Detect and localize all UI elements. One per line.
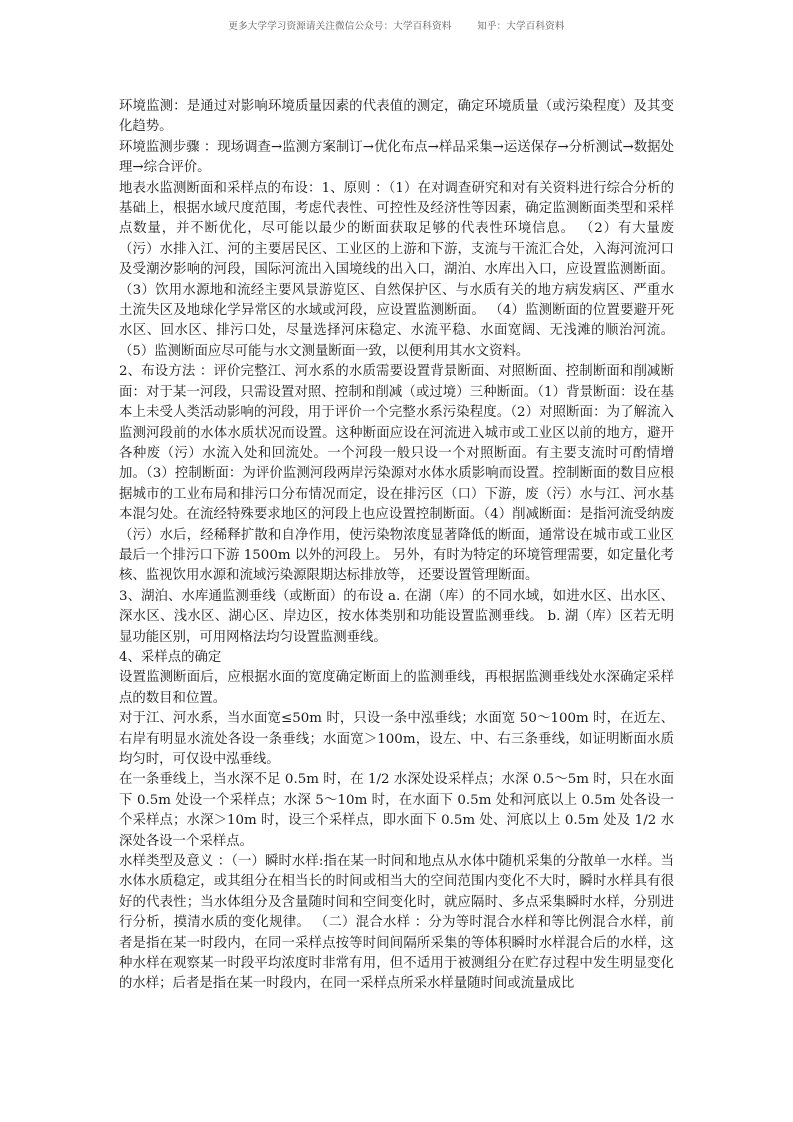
section-heading-sampling-points: 4、采样点的确定: [119, 649, 222, 665]
paragraph-section-principles: 地表水监测断面和采样点的布设：1、原则 ：（1）在对调查研究和对有关资料进行综合分析的基础上，根据水域尺度范围，考虑代表性、可控性及经济性等因素，确定监测断面类型和采样点数量，并不断优化，尽可能以最少的断面获取足够的代表性环境信息。 （2）有大量废（污）水排入江、河的主要居民区、工业区的上游和下游，支流与干流汇合处，入海河流河口及受潮汐影响的河段，国际河流出入国境线的出入口，湖泊、水库出入口，应设置监测断面。 （3）饮用水源地和流经主要风景游览区、自然保护区、与水质有关的地方病发病区、严重水土流失区及地球化学异常区的水域或河段，应设置监测断面。 （4）监测断面的位置要避开死水区、回水区、排污口处，尽量选择河床稳定、水流平稳、水面宽阔、无浅滩的顺治河流。 （5）监测断面应尽可能与水文测量断面一致，以便利用其水文资料。: [119, 180, 674, 359]
paragraph-sampling-intro: 设置监测断面后，应根据水面的宽度确定断面上的监测垂线，再根据监测垂线处水深确定采样点的数目和位置。: [119, 670, 674, 706]
document-body: [119, 97, 674, 995]
paragraph-monitoring-steps: 环境监测步骤 ：现场调查→监测方案制订→优化布点→样品采集→运送保存→分析测试→数据处理→综合评价。: [119, 139, 674, 176]
paragraph-definition: 环境监测：是通过对影响环境质量因素的代表值的测定，确定环境质量（或污染程度）及其变化趋势。: [119, 99, 674, 135]
paragraph-depth-points: 在一条垂线上，当水深不足 0.5m 时，在 1/2 水深处设采样点；水深 0.5～5m 时，只在水面下 0.5m 处设一个采样点；水深 5～10m 时，在水面下 0.5m 处和河底以上 0.5m 处各设一个采样点；水深＞10m 时，设三个采样点，即水面下 0.5m 处、河底以上 0.5m 处及 1/2 水深处各设一个采样点。: [119, 772, 674, 849]
paragraph-layout-methods: 2、布设方法 ：评价完整江、河水系的水质需要设置背景断面、对照断面、控制断面和削减断面：对于某一河段，只需设置对照、控制和削减（或过境）三种断面。（1）背景断面：设在基本上未受人类活动影响的河段，用于评价一个完整水系污染程度。（2）对照断面：为了解流入监测河段前的水体水质状况而设置。这种断面应设在河流进入城市或工业区以前的地方，避开各种废（污）水流入处和回流处。一个河段一般只设一个对照断面。有主要支流时可酌情增加。（3）控制断面：为评价监测河段两岸污染源对水体水质影响而设置。控制断面的数目应根据城市的工业布局和排污口分布情况而定，设在排污区（口）下游，废（污）水与江、河水基本混匀处。在流经特殊要求地区的河段上也应设置控制断面。（4）削减断面：是指河流受纳废（污）水后，经稀释扩散和自净作用，使污染物浓度显著降低的断面，通常设在城市或工业区最后一个排污口下游 1500m 以外的河段上。 另外，有时为特定的环境管理需要，如定量化考核、监视饮用水源和流域污染源限期达标排放等， 还要设置管理断面。: [119, 364, 674, 584]
paragraph-lakes-reservoirs: 3、湖泊、水库通监测垂线（或断面）的布设 a. 在湖（库）的不同水域，如进水区、出水区、深水区、浅水区、湖心区、岸边区，按水体类别和功能设置监测垂线。 b. 湖（库）区若无明显功能区别，可用网格法均匀设置监测垂线。: [119, 588, 674, 645]
paragraph-sample-types: 水样类型及意义 ：（一）瞬时水样:指在某一时间和地点从水体中随机采集的分散单一水样。当水体水质稳定，或其组分在相当长的时间或相当大的空间范围内变化不大时，瞬时水样具有很好的代表性；当水体组分及含量随时间和空间变化时，就应隔时、多点采集瞬时水样，分别进行分析，摸清水质的变化规律。 （二）混合水样 ：分为等时混合水样和等比例混合水样，前者是指在某一时段内，在同一采样点按等时间间隔所采集的等体积瞬时水样混合后的水样，这种水样在观察某一时段平均浓度时非常有用，但不适用于被测组分在贮存过程中发生明显变化的水样；后者是指在某一时段内，在同一采样点所采水样量随时间或流量成比: [119, 854, 674, 992]
paragraph-vertical-lines: 对于江、河水系，当水面宽≤50m 时，只设一条中泓垂线；水面宽 50～100m 时，在近左、右岸有明显水流处各设一条垂线；水面宽＞100m，设左、中、右三条垂线，如证明断面水质均匀时，可仅设中泓垂线。: [119, 711, 674, 767]
page-header: 更多大学学习资源请关注微信公众号：大学百科资料 知乎：大学百科资料: [228, 21, 565, 32]
